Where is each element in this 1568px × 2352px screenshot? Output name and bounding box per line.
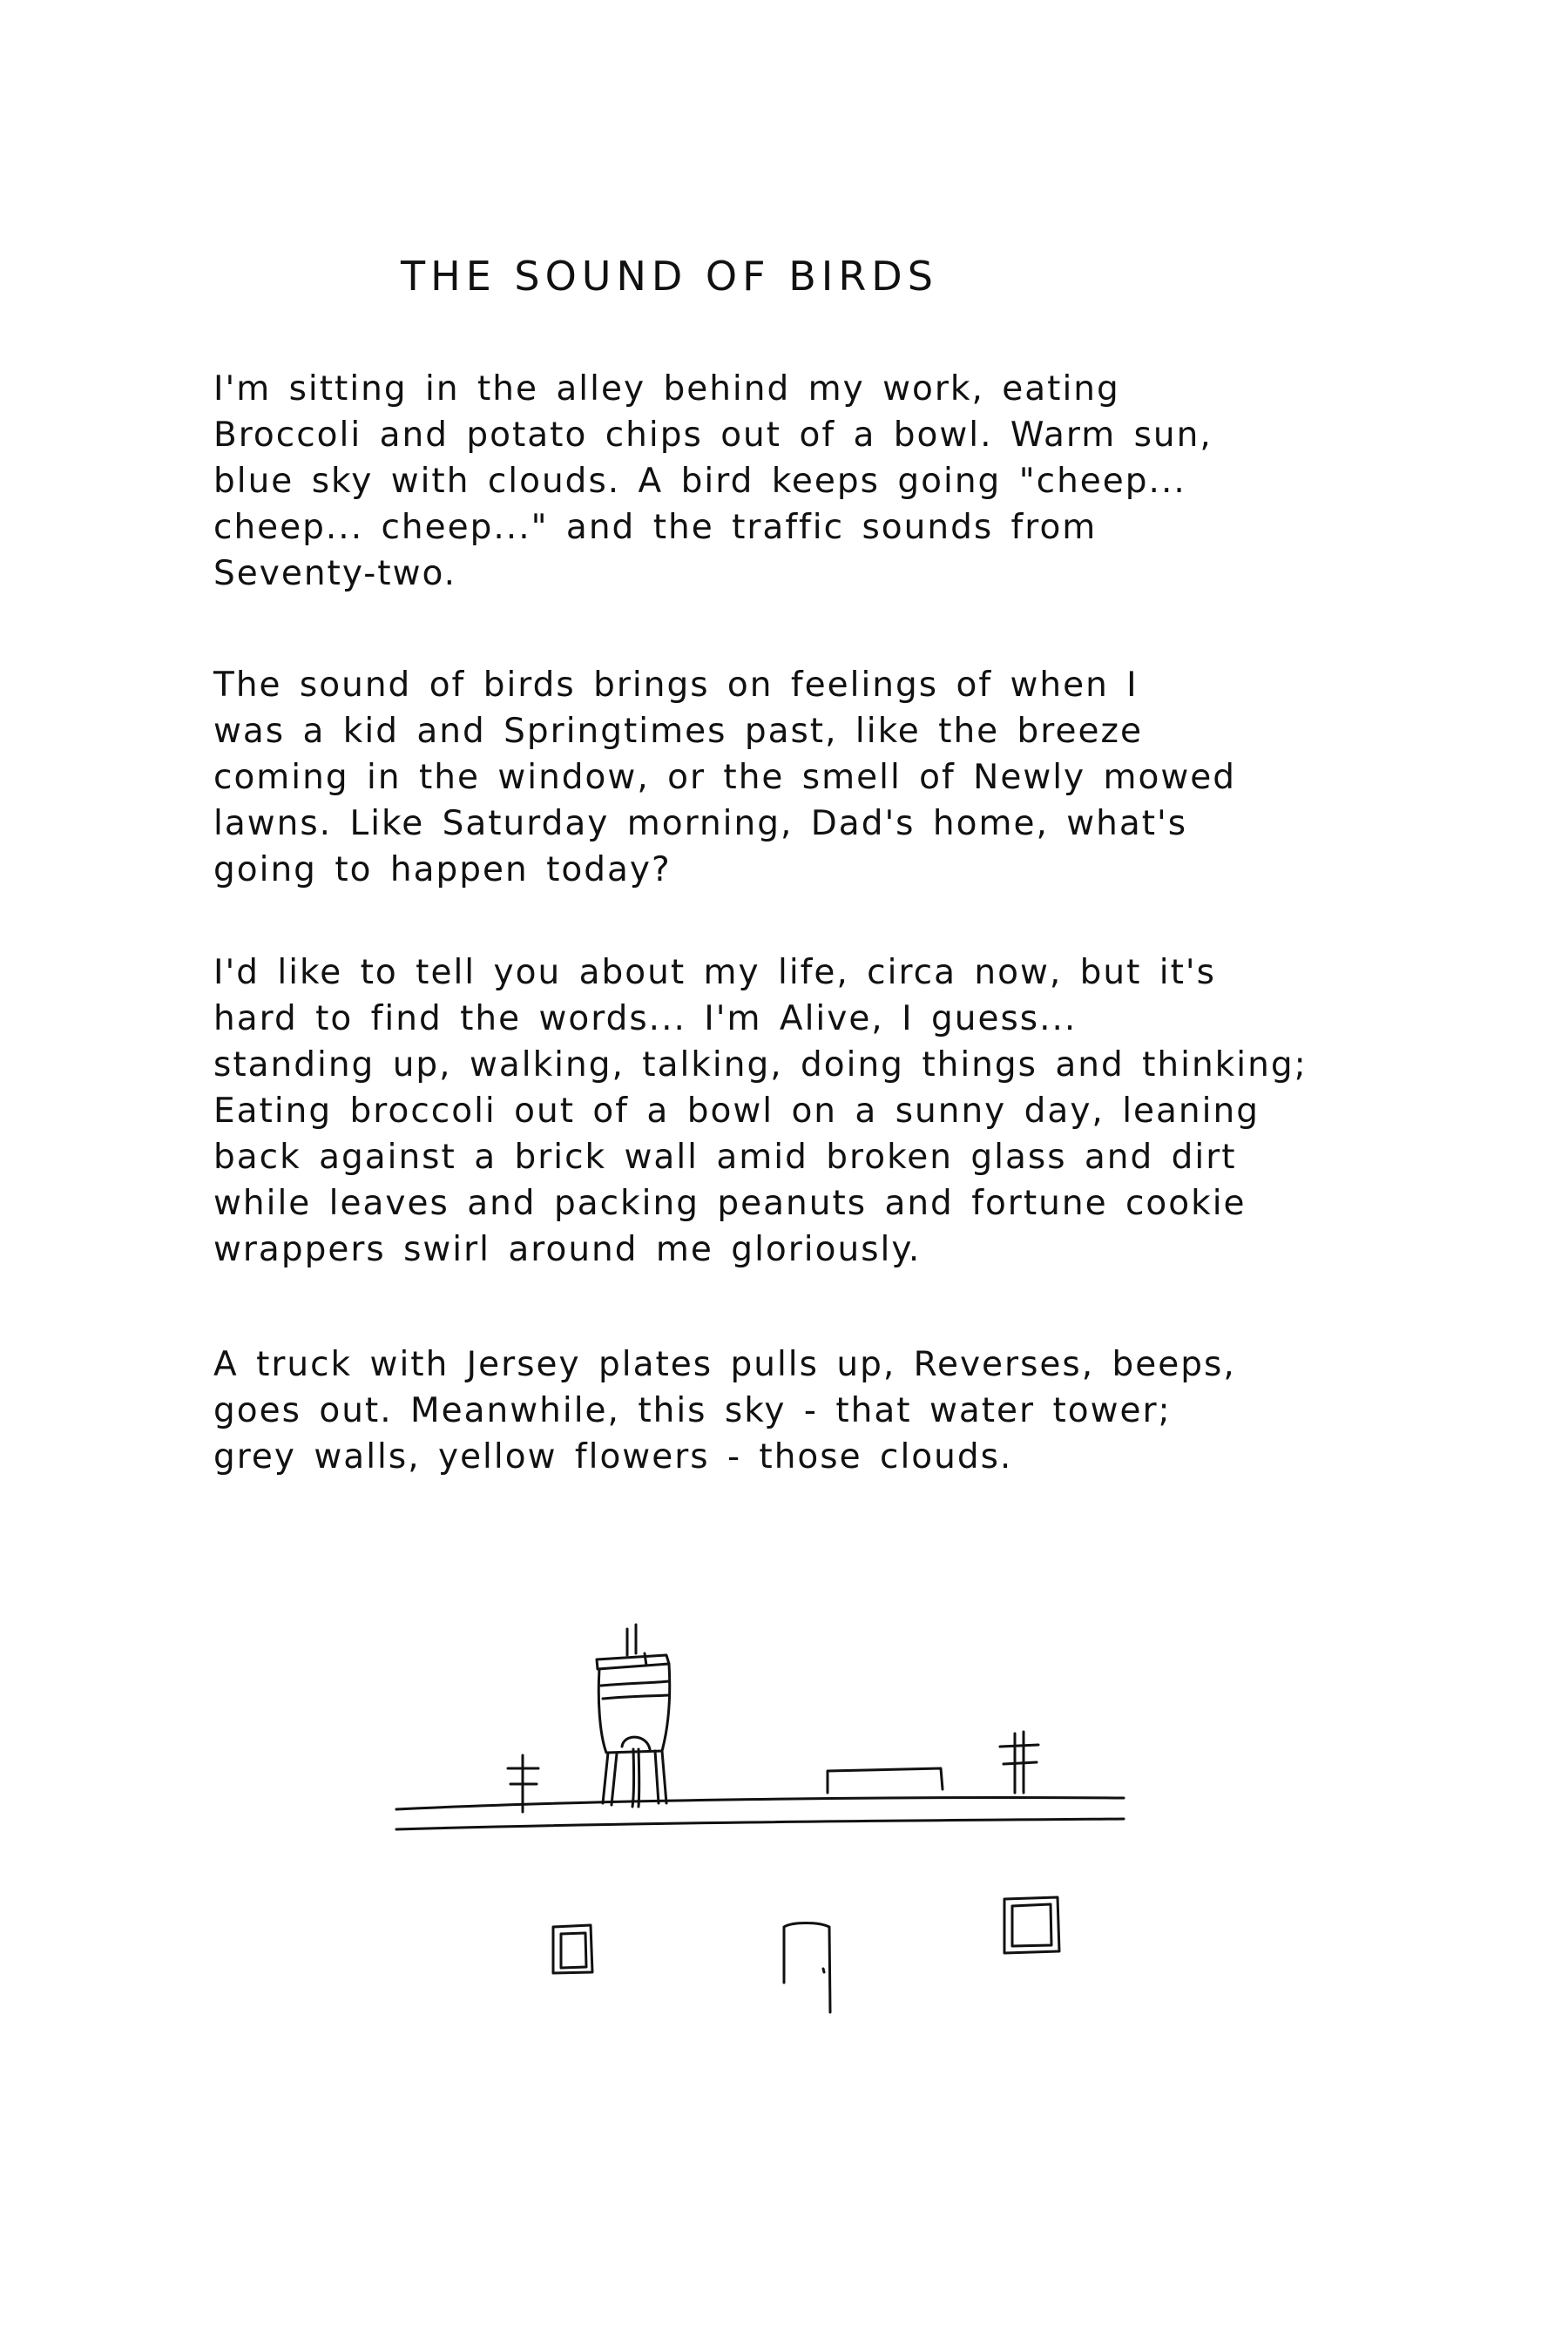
- text-line: standing up, walking, talking, doing things and thinking;: [213, 1045, 1308, 1085]
- text-line: Seventy-two.: [213, 554, 457, 593]
- paragraph-2: [213, 662, 1381, 893]
- text-line: going to happen today?: [213, 850, 672, 889]
- text-line: back against a brick wall amid broken glass and dirt: [213, 1138, 1237, 1177]
- text-line: blue sky with clouds. A bird keeps going "cheep...: [213, 462, 1186, 501]
- text-line: was a kid and Springtimes past, like the breeze: [213, 712, 1143, 751]
- left-window: [553, 1925, 592, 1973]
- text-line: goes out. Meanwhile, this sky - that water tower;: [213, 1391, 1172, 1430]
- text-line: hard to find the words... I'm Alive, I guess...: [213, 999, 1078, 1038]
- text-line: Broccoli and potato chips out of a bowl. Warm sun,: [213, 416, 1213, 455]
- water-tower-icon: [597, 1625, 670, 1807]
- water-tower-sketch: [375, 1603, 1150, 2056]
- paragraph-1: [213, 366, 1381, 597]
- text-line: lawns. Like Saturday morning, Dad's home, what's: [213, 804, 1188, 843]
- text-line: coming in the window, or the smell of Newly mowed: [213, 758, 1237, 797]
- text-line: wrappers swirl around me gloriously.: [213, 1230, 922, 1269]
- text-line: grey walls, yellow flowers - those clouds.: [213, 1437, 1013, 1477]
- text-line: cheep... cheep..." and the traffic sounds from: [213, 508, 1098, 547]
- text-line: I'd like to tell you about my life, circa now, but it's: [213, 953, 1216, 992]
- door: [784, 1923, 830, 2013]
- right-pole: [1000, 1732, 1038, 1793]
- right-window: [1004, 1897, 1059, 1953]
- text-line: I'm sitting in the alley behind my work, eating: [213, 369, 1120, 409]
- roof-box: [828, 1768, 943, 1793]
- text-line: while leaves and packing peanuts and fortune cookie: [213, 1184, 1247, 1223]
- page-title: THE SOUND OF BIRDS: [401, 253, 938, 300]
- paragraph-4: [213, 1342, 1381, 1480]
- text-line: Eating broccoli out of a bowl on a sunny day, leaning: [213, 1092, 1260, 1131]
- rooftop-line: [396, 1798, 1124, 1809]
- text-line: The sound of birds brings on feelings of when I: [213, 666, 1139, 705]
- paragraph-3: [213, 950, 1381, 1273]
- text-line: A truck with Jersey plates pulls up, Reverses, beeps,: [213, 1345, 1236, 1384]
- rooftop-line: [396, 1819, 1124, 1829]
